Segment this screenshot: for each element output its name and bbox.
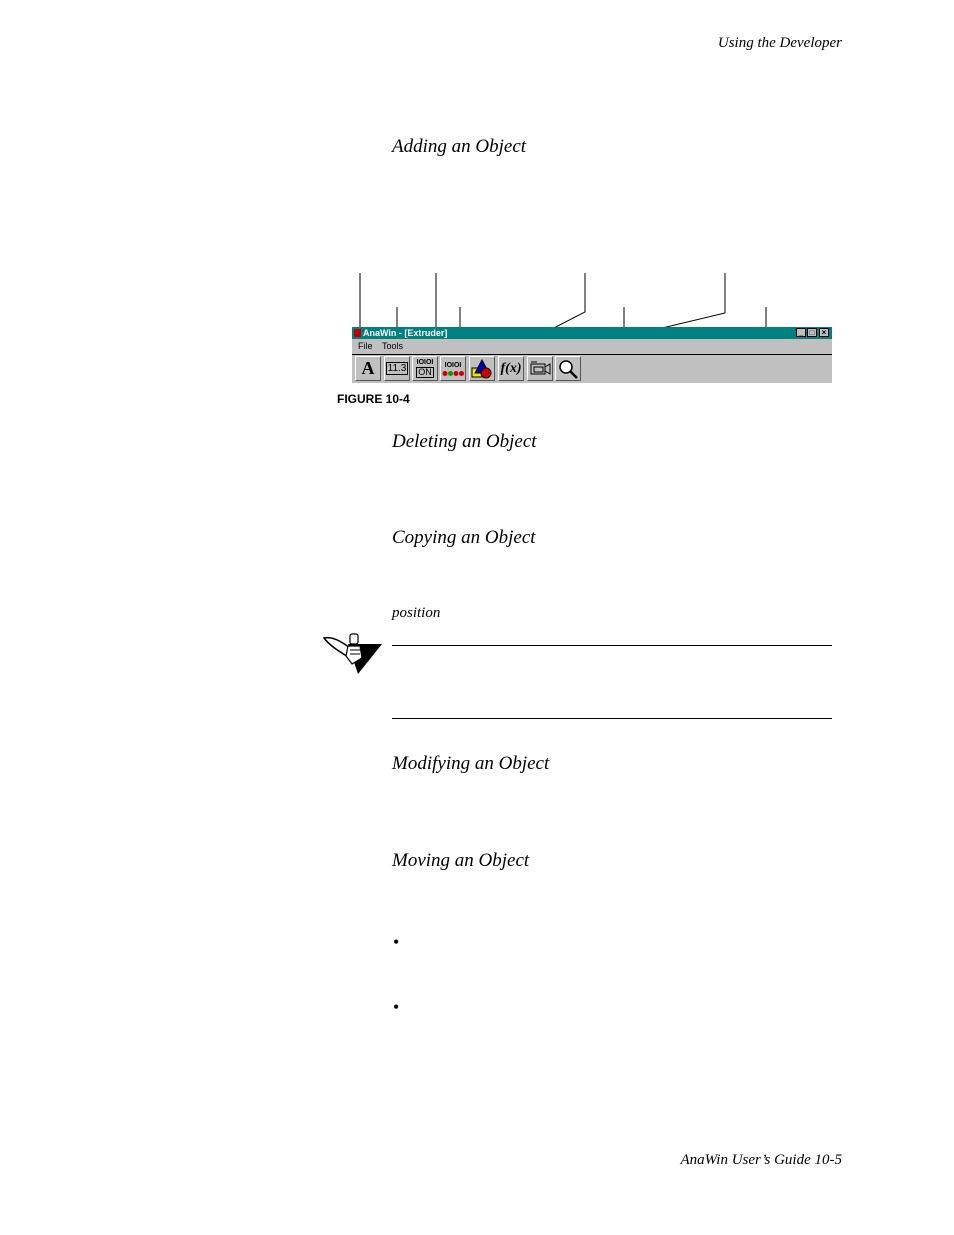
toolbar-separator (352, 354, 832, 355)
numeric-display-icon: 11.3 (387, 363, 407, 374)
app-icon (354, 329, 361, 337)
heading-copying-object: Copying an Object (392, 527, 536, 548)
bullet-item: • (393, 997, 400, 1017)
close-button[interactable]: × (819, 328, 829, 337)
menu-tools[interactable]: Tools (382, 341, 404, 351)
graphics-shapes-button[interactable] (469, 356, 495, 381)
zoom-button[interactable] (555, 356, 581, 381)
figure-label: FIGURE 10-4 (337, 392, 410, 406)
camera-button[interactable] (527, 356, 553, 381)
function-icon: f(x) (500, 360, 522, 376)
function-button[interactable] (498, 356, 524, 381)
copy-note-term: position (392, 605, 441, 621)
text-tool-button[interactable] (355, 356, 381, 381)
multistate-indicator-button[interactable] (440, 356, 466, 381)
maximize-button[interactable]: □ (807, 328, 817, 337)
heading-moving-object: Moving an Object (392, 850, 530, 871)
note-hand-icon (320, 630, 384, 676)
menubar (352, 339, 832, 354)
anawin-window-screenshot (352, 327, 832, 383)
window-titlebar (352, 327, 832, 339)
numeric-display-button[interactable] (384, 356, 410, 381)
bullet-item: • (393, 932, 400, 952)
digital-display-button[interactable] (412, 356, 438, 381)
digital-on-icon: ON (418, 367, 432, 377)
heading-adding-object: Adding an Object (392, 136, 527, 157)
multistate-bits-icon: IOIOI (444, 361, 462, 369)
digital-bits-icon: IOIOI (416, 359, 434, 366)
page-footer: AnaWin User’s Guide 10-5 (680, 1152, 842, 1168)
menu-file[interactable]: File (358, 341, 373, 351)
running-header: Using the Developer (717, 35, 842, 51)
shapes-icon (471, 359, 493, 379)
indicator-lights-icon (442, 370, 464, 377)
heading-deleting-object: Deleting an Object (392, 431, 537, 452)
minimize-button[interactable]: _ (796, 328, 806, 337)
camera-icon (529, 360, 551, 378)
magnifier-icon (557, 359, 579, 379)
heading-modifying-object: Modifying an Object (392, 753, 550, 774)
note-rule-top (392, 645, 832, 646)
text-tool-icon: A (361, 358, 375, 378)
window-title: AnaWin - [Extruder] (363, 328, 448, 338)
note-rule-bottom (392, 718, 832, 719)
